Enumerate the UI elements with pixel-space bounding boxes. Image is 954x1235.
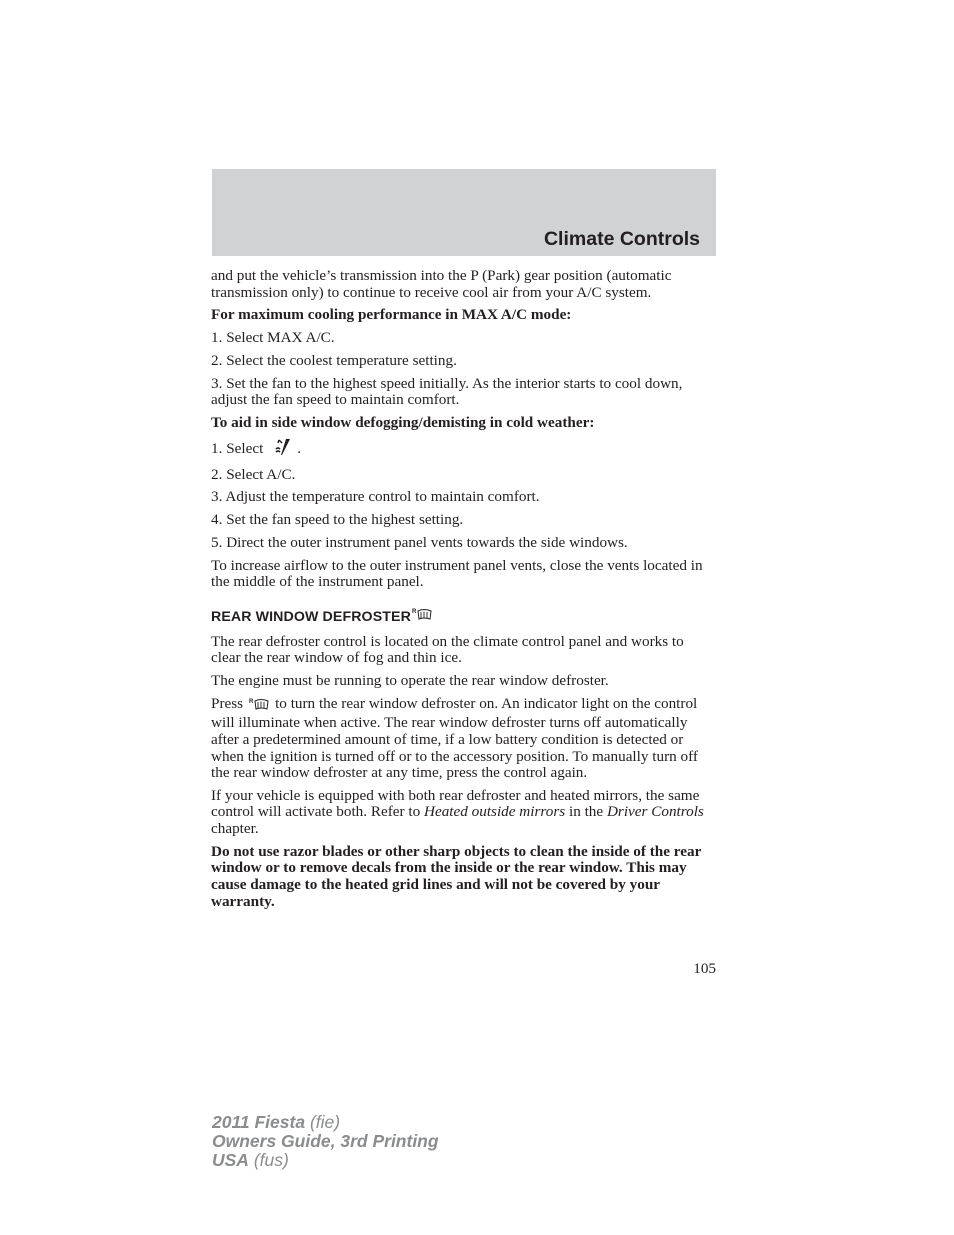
footer <box>212 1113 439 1170</box>
defog-step-1-text: 1. Select <box>211 439 264 457</box>
footer-model: 2011 Fiesta <box>212 1112 306 1132</box>
defog-note: To increase airflow to the outer instrument panel vents, close the vents located in the middle of the instrument panel. <box>211 556 703 591</box>
footer-line-3 <box>212 1151 439 1170</box>
rear-defroster-inline-icon <box>249 697 269 716</box>
section-header-band <box>212 169 716 256</box>
defog-step-1 <box>211 438 717 461</box>
rear-defroster-icon <box>412 607 432 626</box>
footer-model-code: (fie) <box>309 1112 341 1132</box>
svg-text:R: R <box>411 608 417 615</box>
heated-mirrors-reference: Heated outside mirrors <box>423 803 566 821</box>
driver-controls-reference: Driver Controls <box>606 803 704 821</box>
maxac-step-2: 2. Select the coolest temperature setting. <box>211 351 457 369</box>
defog-step-2: 2. Select A/C. <box>211 465 296 483</box>
maxac-step-1: 1. Select MAX A/C. <box>211 329 335 347</box>
rear-defroster-heading-text: REAR WINDOW DEFROSTER <box>211 608 411 625</box>
rear-paragraph-4-a: If your vehicle is equipped with both rear defroster and heated mirrors, the same control will activate both. Refer to <box>211 786 700 821</box>
footer-line-2: Owners Guide, 3rd Printing <box>212 1131 439 1151</box>
side-window-defog-icon <box>273 438 291 461</box>
defog-heading: To aid in side window defogging/demisting in cold weather: <box>211 414 595 432</box>
warning-text: Do not use razor blades or other sharp objects to clean the inside of the rear window or to remove decals from the inside or the rear window. This may cause damage to the heated grid lines and will not be covered by your warranty. <box>211 842 702 910</box>
rear-paragraph-2: The engine must be running to operate the rear window defroster. <box>211 671 609 689</box>
defog-step-3: 3. Adjust the temperature control to maintain comfort. <box>211 488 540 506</box>
rear-defroster-heading <box>211 607 717 626</box>
footer-market-code: (fus) <box>253 1150 289 1170</box>
rear-paragraph-3-post: to turn the rear window defroster on. An indicator light on the control will illuminate when active. The rear window defroster turns off automatically after a predetermined amount of time, if a low battery condition is detected or when the ignition is turned off or to the accessory position. To manually turn off the rear window defroster at any time, press the control again. <box>211 694 698 782</box>
section-title: Climate Controls <box>543 228 700 250</box>
defog-step-5: 5. Direct the outer instrument panel vents towards the side windows. <box>211 534 628 551</box>
page-number: 105 <box>693 960 716 977</box>
maxac-step-3: 3. Set the fan to the highest speed initially. As the interior starts to cool down, adjust the fan speed to maintain comfort. <box>211 374 683 409</box>
rear-paragraph-4-b: in the <box>568 803 604 821</box>
svg-text:R: R <box>249 698 254 705</box>
footer-line-1 <box>212 1113 439 1132</box>
rear-paragraph-4-c: chapter. <box>211 820 259 838</box>
defog-step-1-end: . <box>297 439 302 457</box>
rear-paragraph-4 <box>211 788 717 838</box>
footer-market: USA <box>212 1150 249 1170</box>
rear-paragraph-1: The rear defroster control is located on the climate control panel and works to clear the rear window of fog and thin ice. <box>211 632 684 667</box>
rear-paragraph-3 <box>211 696 717 782</box>
paragraph-continued: and put the vehicle’s transmission into the P (Park) gear position (automatic transmission only) to continue to receive cool air from your A/C system. <box>211 267 672 301</box>
defog-step-4: 4. Set the fan speed to the highest setting. <box>211 511 464 529</box>
maxac-heading: For maximum cooling performance in MAX A/C mode: <box>211 306 572 324</box>
rear-paragraph-3-pre: Press <box>211 694 244 712</box>
page-content <box>211 268 717 916</box>
